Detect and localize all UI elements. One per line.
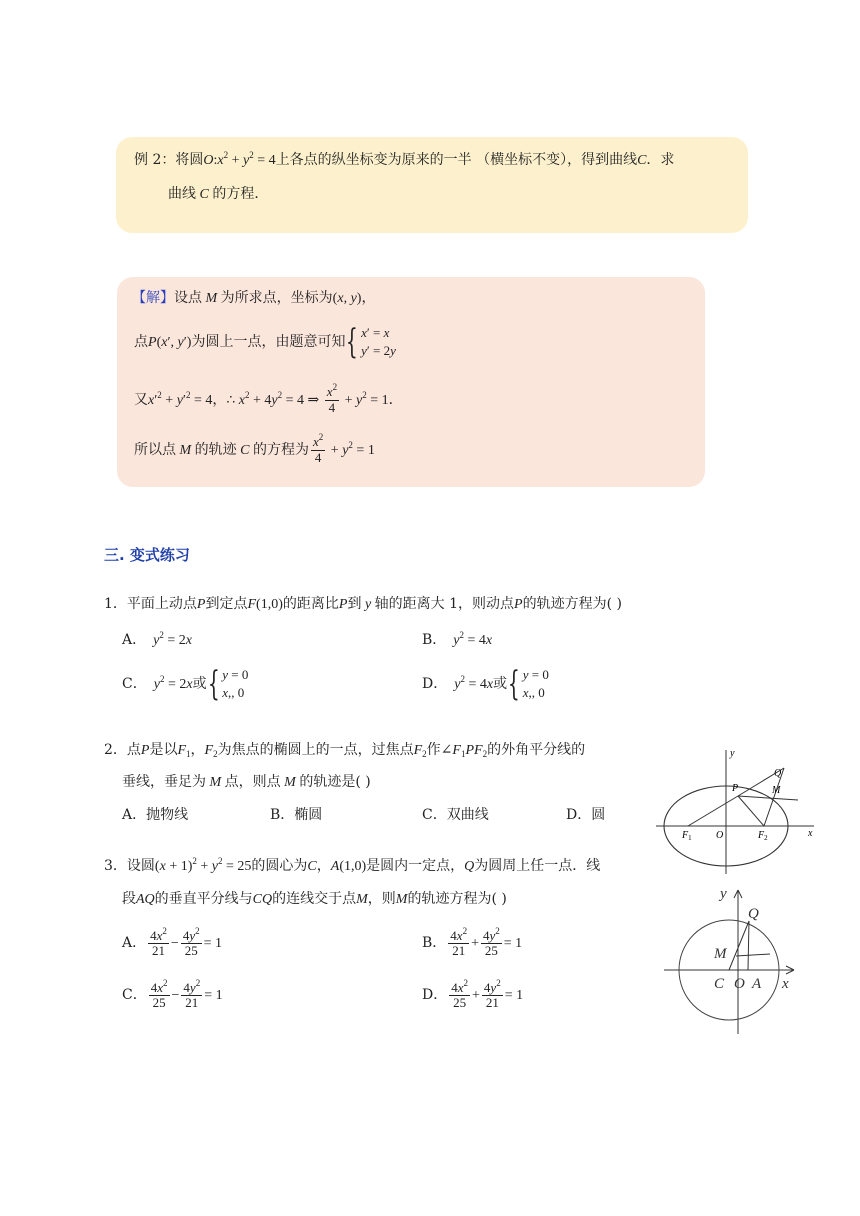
fig2-label-f1: $F_1$ [682, 830, 692, 842]
question-3-stem-line-1: 3．设圆$(x + 1)^2 + y^2 = 25$的圆心为C，A(1,0)是圆内一定点，Q为圆周上任一点．线 [104, 856, 601, 874]
fig2-label-f2: $F_2$ [758, 830, 768, 842]
question-1-option-b[interactable]: B． $y^2 = 4x$ [422, 630, 493, 648]
example-label: 例 2： [134, 152, 176, 168]
fig3-label-q: Q [748, 906, 759, 922]
fig2-label-x: x [808, 828, 813, 839]
question-2-option-c[interactable]: C．双曲线 [422, 807, 489, 823]
example-line-1: 例 2：将圆$O:x^2 + y^2 = 4$上各点的纵坐标变为原来的一半 （横坐标不变），得到曲线C．求 [134, 150, 675, 168]
question-3-option-b[interactable]: B． $\frac{4x^2}{21}$ + $\frac{4y^2}{25}$ = 1 [422, 925, 523, 958]
question-3-figure [658, 884, 802, 1036]
fig3-label-y: y [720, 886, 727, 902]
question-3-option-c[interactable]: C． $\frac{4x^2}{25}$ − $\frac{4y^2}{21}$ = 1 [122, 977, 223, 1010]
question-1-option-c[interactable]: C． $y^2 = 2x$或{ y = 0 x,, 0 [122, 664, 249, 704]
fig2-label-p: P [732, 783, 739, 794]
question-1-option-d[interactable]: D． $y^2 = 4x$或{ y = 0 x,, 0 [422, 664, 549, 704]
fig3-label-c: C [714, 976, 725, 992]
fig2-label-q: Q [774, 768, 782, 779]
example-line-2: 曲线 C 的方程． [168, 186, 269, 202]
solution-line-3: 又$x'^2 + y'^2 = 4$，∴ $x^2 + 4y^2 = 4$ ⇒ $\frac{x^2}{4}$ + $y^2 = 1$． [134, 382, 403, 415]
fig3-label-o: O [734, 976, 745, 992]
solution-label: 【解】 [132, 290, 174, 306]
solution-line-1: 【解】设点 M 为所求点，坐标为(x, y)， [132, 290, 376, 306]
solution-line-2: 点P(x′, y′)为圆上一点，由题意可知{ x′ = x y′ = 2y [134, 322, 396, 362]
question-2-stem-line-1: 2．点P是以$F_1$，$F_2$为焦点的椭圆上的一点，过焦点$F_2$作$\angle F_1PF_2$的外角平分线的 [104, 742, 586, 759]
question-1-option-a[interactable]: A． $y^2 = 2x$ [122, 630, 192, 648]
fig2-label-o: O [716, 830, 724, 841]
question-2-figure [652, 742, 820, 878]
section-title: 三. 变式练习 [104, 546, 190, 564]
fig3-label-a: A [752, 976, 762, 992]
solution-line-4: 所以点 M 的轨迹 C 的方程为 $\frac{x^2}{4}$ + $y^2 = 1$ [134, 432, 375, 465]
fig2-label-m: M [772, 785, 781, 796]
fig3-label-m: M [714, 946, 727, 962]
fig2-label-y: y [730, 748, 735, 759]
question-3-option-d[interactable]: D． $\frac{4x^2}{25}$ + $\frac{4y^2}{21}$ = 1 [422, 977, 524, 1010]
fig3-label-x: x [782, 976, 789, 992]
question-2-stem-line-2: 垂线，垂足为 M 点，则点 M 的轨迹是( ) [122, 774, 371, 790]
question-2-option-b[interactable]: B．椭圆 [270, 807, 323, 823]
question-3-option-a[interactable]: A． $\frac{4x^2}{21}$ − $\frac{4y^2}{25}$ = 1 [122, 925, 222, 958]
question-2-option-a[interactable]: A．抛物线 [122, 807, 189, 823]
question-1-stem: 1．平面上动点P到定点F(1,0)的距离比P到 y 轴的距离大 1，则动点P的轨迹方程为( ) [104, 596, 622, 612]
question-3-stem-line-2: 段AQ的垂直平分线与CQ的连线交于点M，则M的轨迹方程为( ) [122, 891, 507, 907]
question-2-option-d[interactable]: D．圆 [566, 807, 606, 823]
